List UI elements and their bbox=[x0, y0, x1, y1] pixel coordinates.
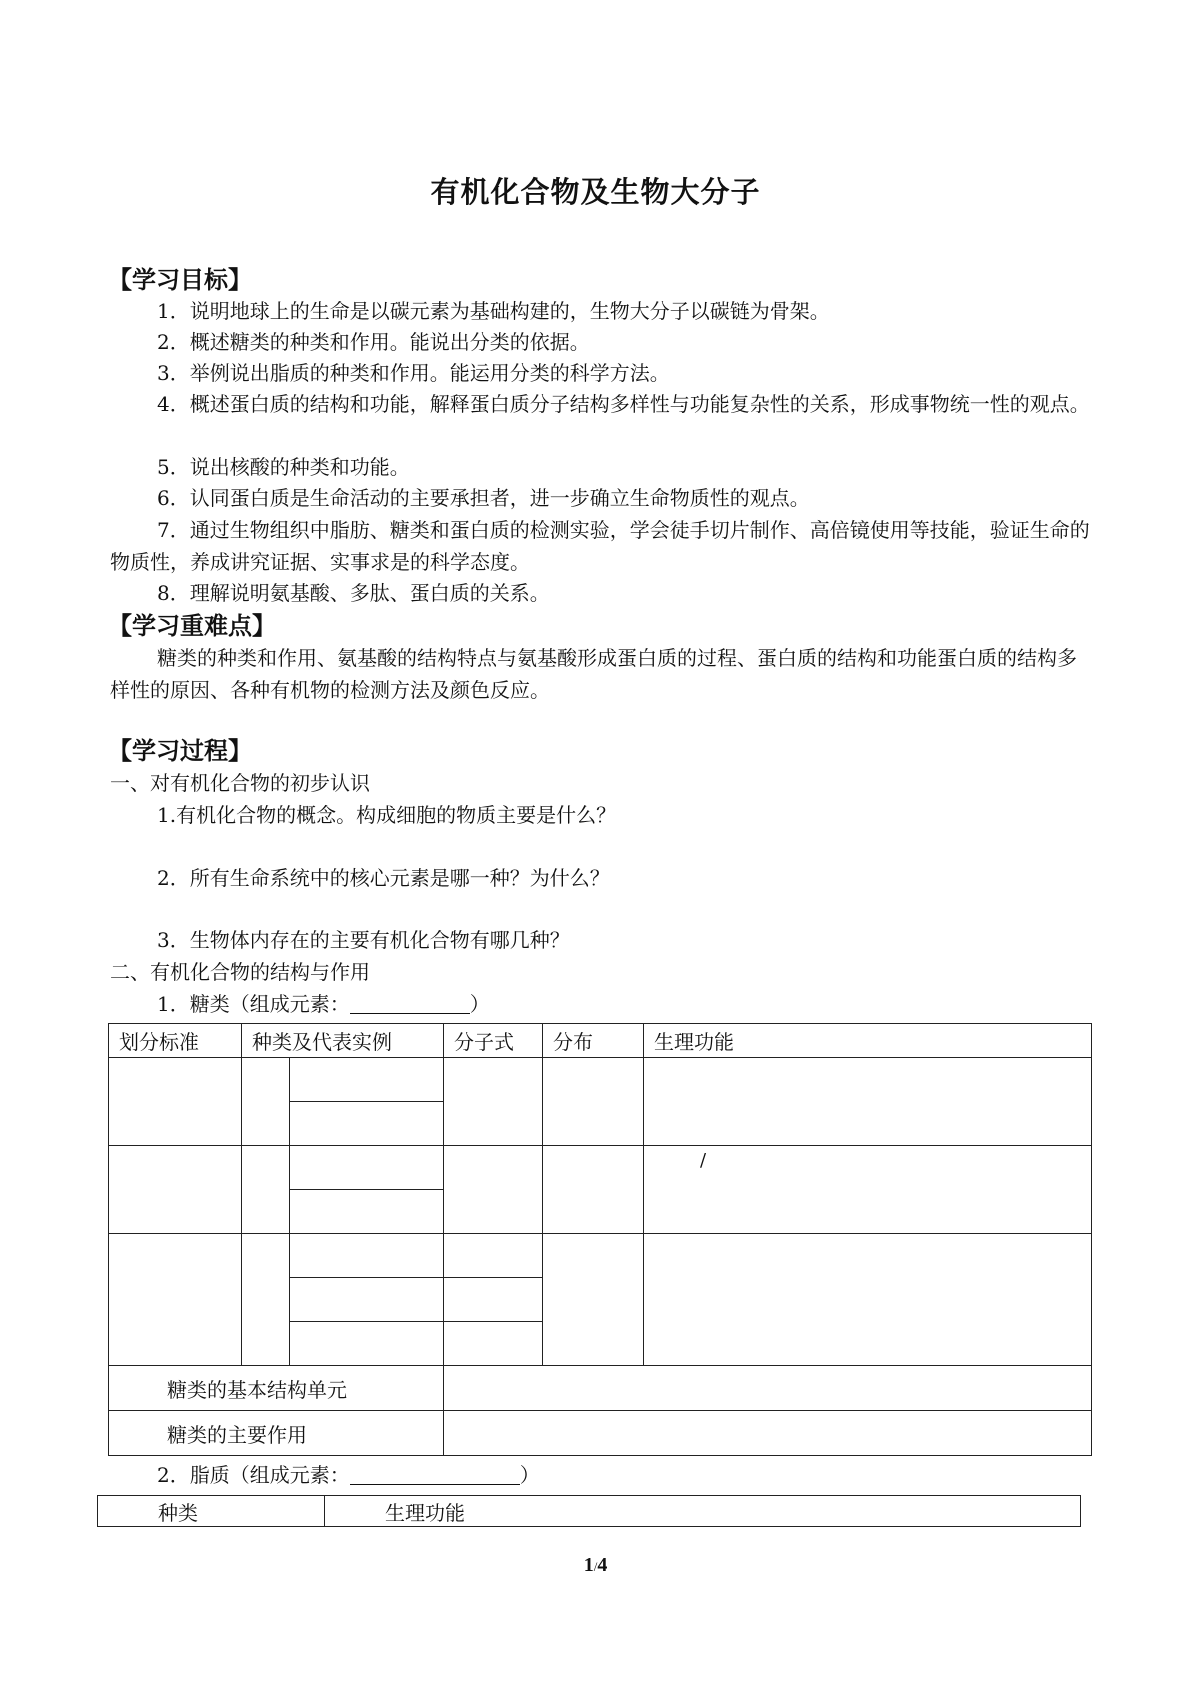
section1-question-3: 3．生物体内存在的主要有机化合物有哪几种？ bbox=[157, 928, 570, 952]
table-cell[interactable] bbox=[290, 1278, 444, 1322]
table-cell[interactable] bbox=[444, 1058, 543, 1146]
objective-item: 4．概述蛋白质的结构和功能，解释蛋白质分子结构多样性与功能复杂性的关系，形成事物统一性的观点。 bbox=[157, 392, 1090, 416]
footer-label: 糖类的主要作用 bbox=[109, 1411, 444, 1456]
page-separator: / bbox=[593, 1559, 598, 1574]
table-cell[interactable] bbox=[109, 1234, 242, 1366]
sugar-elements-blank[interactable] bbox=[350, 993, 470, 1014]
objective-item: 2．概述糖类的种类和作用。能说出分类的依据。 bbox=[157, 330, 590, 354]
table-cell[interactable] bbox=[444, 1411, 1092, 1456]
slash-mark-cell[interactable]: / bbox=[644, 1146, 1092, 1234]
section1-question-2: 2．所有生命系统中的核心元素是哪一种？为什么？ bbox=[157, 866, 610, 890]
header-cell: 分布 bbox=[543, 1024, 644, 1058]
objective-item: 7．通过生物组织中脂肪、糖类和蛋白质的检测实验，学会徒手切片制作、高倍镜使用等技能，验证生命的物质性，养成讲究证据、实事求是的科学态度。 bbox=[110, 518, 1090, 574]
table-cell[interactable] bbox=[290, 1190, 444, 1234]
lipid-table-header bbox=[98, 1496, 1081, 1527]
table-cell[interactable] bbox=[290, 1322, 444, 1366]
sugar-table-header bbox=[109, 1024, 1092, 1058]
table-cell[interactable] bbox=[242, 1146, 290, 1234]
table-cell[interactable] bbox=[290, 1146, 444, 1190]
page-number bbox=[0, 1554, 1191, 1577]
lipid-elements-line bbox=[157, 1460, 540, 1490]
table-cell[interactable] bbox=[543, 1146, 644, 1234]
section1-title: 一、对有机化合物的初步认识 bbox=[110, 771, 370, 795]
section2-title: 二、有机化合物的结构与作用 bbox=[110, 960, 370, 984]
header-cell: 种类 bbox=[98, 1496, 325, 1527]
header-cell: 分子式 bbox=[444, 1024, 543, 1058]
table-cell[interactable] bbox=[242, 1234, 290, 1366]
sugar-elements-line bbox=[157, 989, 490, 1019]
sugar-elements-label: 1．糖类（组成元素： bbox=[157, 992, 350, 1016]
table-cell[interactable] bbox=[543, 1234, 644, 1366]
table-cell[interactable] bbox=[444, 1278, 543, 1322]
table-cell[interactable] bbox=[444, 1234, 543, 1278]
table-cell[interactable] bbox=[444, 1322, 543, 1366]
sugar-elements-close: ） bbox=[469, 992, 490, 1016]
table-cell[interactable] bbox=[644, 1234, 1092, 1366]
table-cell[interactable] bbox=[543, 1058, 644, 1146]
process-heading: 【学习过程】 bbox=[108, 737, 252, 765]
table-cell[interactable] bbox=[109, 1146, 242, 1234]
table-cell[interactable] bbox=[444, 1146, 543, 1234]
objective-item: 1．说明地球上的生命是以碳元素为基础构建的，生物大分子以碳链为骨架。 bbox=[157, 299, 830, 323]
key-points-heading: 【学习重难点】 bbox=[108, 612, 276, 640]
header-cell: 种类及代表实例 bbox=[242, 1024, 444, 1058]
header-cell: 生理功能 bbox=[644, 1024, 1092, 1058]
objective-item: 6．认同蛋白质是生命活动的主要承担者，进一步确立生命物质性的观点。 bbox=[157, 486, 810, 510]
header-cell: 划分标准 bbox=[109, 1024, 242, 1058]
table-cell[interactable] bbox=[444, 1366, 1092, 1411]
table-cell[interactable] bbox=[644, 1058, 1092, 1146]
objective-item: 8．理解说明氨基酸、多肽、蛋白质的关系。 bbox=[157, 581, 550, 605]
objective-item: 3．举例说出脂质的种类和作用。能运用分类的科学方法。 bbox=[157, 361, 670, 385]
header-cell: 生理功能 bbox=[325, 1496, 1081, 1527]
objectives-heading: 【学习目标】 bbox=[108, 266, 252, 294]
table-cell[interactable] bbox=[242, 1058, 290, 1146]
footer-label: 糖类的基本结构单元 bbox=[109, 1366, 444, 1411]
table-cell[interactable] bbox=[290, 1058, 444, 1102]
table-cell[interactable] bbox=[290, 1234, 444, 1278]
lipid-elements-label: 2．脂质（组成元素： bbox=[157, 1463, 350, 1487]
section1-question-1: 1.有机化合物的概念。构成细胞的物质主要是什么？ bbox=[157, 803, 617, 827]
page-title: 有机化合物及生物大分子 bbox=[430, 175, 761, 209]
sugar-table bbox=[108, 1023, 1092, 1456]
key-points-text: 糖类的种类和作用、氨基酸的结构特点与氨基酸形成蛋白质的过程、蛋白质的结构和功能蛋白质的结构多样性的原因、各种有机物的检测方法及颜色反应。 bbox=[110, 646, 1077, 702]
page-current: 1 bbox=[583, 1554, 594, 1576]
table-cell[interactable] bbox=[290, 1102, 444, 1146]
page-total: 4 bbox=[597, 1554, 608, 1576]
lipid-elements-blank[interactable] bbox=[350, 1464, 520, 1485]
table-cell[interactable] bbox=[109, 1058, 242, 1146]
lipid-table bbox=[97, 1495, 1081, 1527]
objective-item: 5．说出核酸的种类和功能。 bbox=[157, 455, 410, 479]
lipid-elements-close: ） bbox=[519, 1463, 540, 1487]
